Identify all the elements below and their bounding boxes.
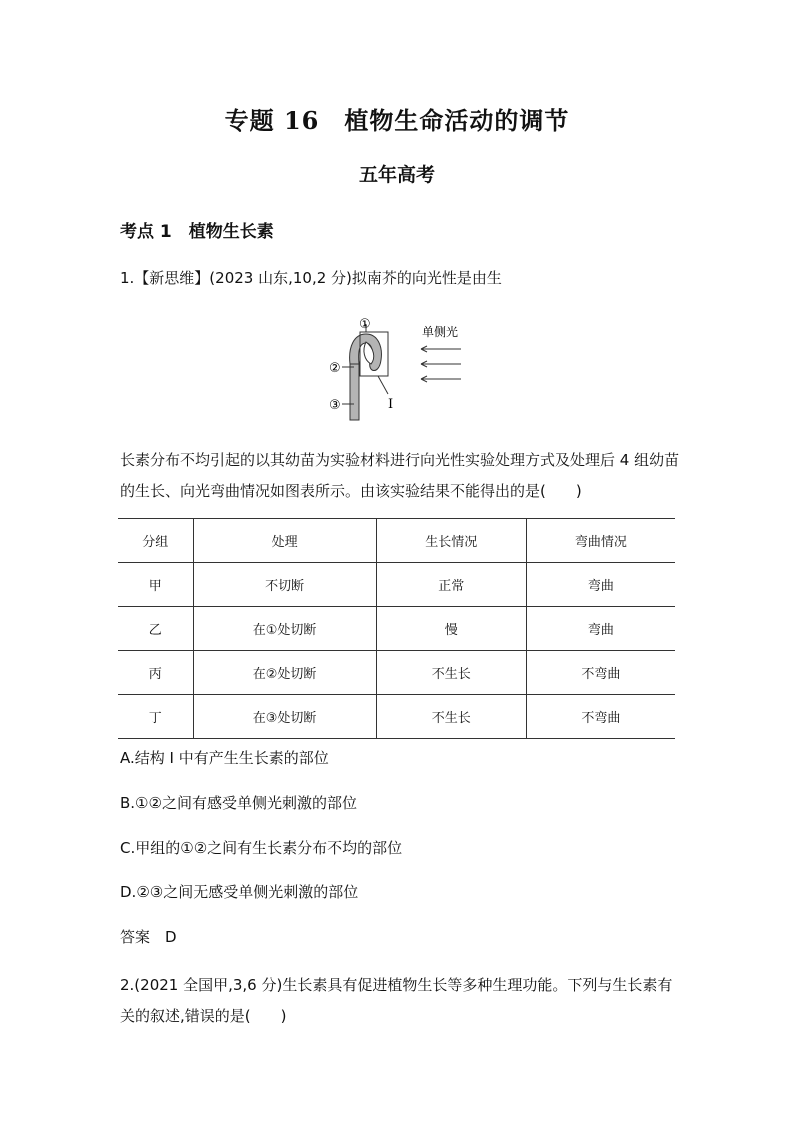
marker-2: ②: [329, 361, 341, 376]
table-cell: 正常: [376, 563, 526, 607]
marker-1: ①: [359, 317, 371, 332]
table-cell: 慢: [376, 607, 526, 651]
page-subtitle: 五年高考: [358, 164, 435, 186]
table-cell: 在②处切断: [193, 651, 376, 695]
header-group: 分组: [118, 519, 193, 563]
question2-stem: 2.(2021 全国甲,3,6 分)生长素具有促进植物生长等多种生理功能。下列与生长素有关的叙述,错误的是( ): [120, 976, 673, 1025]
table-cell: 乙: [118, 607, 193, 651]
marker-3: ③: [329, 398, 341, 413]
header-bending: 弯曲情况: [526, 519, 675, 563]
table-row: [118, 563, 675, 607]
option-d: D.②③之间无感受单侧光刺激的部位: [120, 883, 359, 901]
table-cell: 不生长: [376, 651, 526, 695]
table-cell: 丁: [118, 695, 193, 739]
table-row: [118, 607, 675, 651]
option-b: B.①②之间有感受单侧光刺激的部位: [120, 794, 357, 812]
question1-stem-line1: 1.【新思维】(2023 山东,10,2 分)拟南芥的向光性是由生: [120, 269, 502, 287]
table-cell: 不弯曲: [526, 695, 675, 739]
option-a: A.结构 I 中有产生生长素的部位: [120, 749, 329, 767]
header-treatment: 处理: [193, 519, 376, 563]
table-cell: 在①处切断: [193, 607, 376, 651]
table-row: [118, 695, 675, 739]
page-title: 专题 16 植物生命活动的调节: [224, 106, 570, 135]
header-growth: 生长情况: [376, 519, 526, 563]
question1-stem-line3: 的生长、向光弯曲情况如图表所示。由该实验结果不能得出的是( ): [120, 482, 582, 500]
table-cell: 不弯曲: [526, 651, 675, 695]
question1-stem-line2: 长素分布不均引起的以其幼苗为实验材料进行向光性实验处理方式及处理后 4 组幼苗: [120, 451, 680, 469]
table-row: [118, 651, 675, 695]
table-cell: 在③处切断: [193, 695, 376, 739]
table-cell: 弯曲: [526, 563, 675, 607]
answer-line: 答案 D: [120, 928, 177, 946]
table-cell: 不生长: [376, 695, 526, 739]
seedling-figure: [326, 312, 476, 426]
section-heading: 考点 1 植物生长素: [120, 222, 274, 242]
table-cell: 不切断: [193, 563, 376, 607]
experiment-table: [118, 518, 675, 739]
option-c: C.甲组的①②之间有生长素分布不均的部位: [120, 839, 403, 857]
structure-label: I: [388, 397, 394, 412]
light-label: 单侧光: [422, 325, 459, 339]
seedling-stem: [350, 362, 359, 420]
table-cell: 丙: [118, 651, 193, 695]
table-cell: 弯曲: [526, 607, 675, 651]
table-cell: 甲: [118, 563, 193, 607]
table-header-row: [118, 519, 675, 563]
